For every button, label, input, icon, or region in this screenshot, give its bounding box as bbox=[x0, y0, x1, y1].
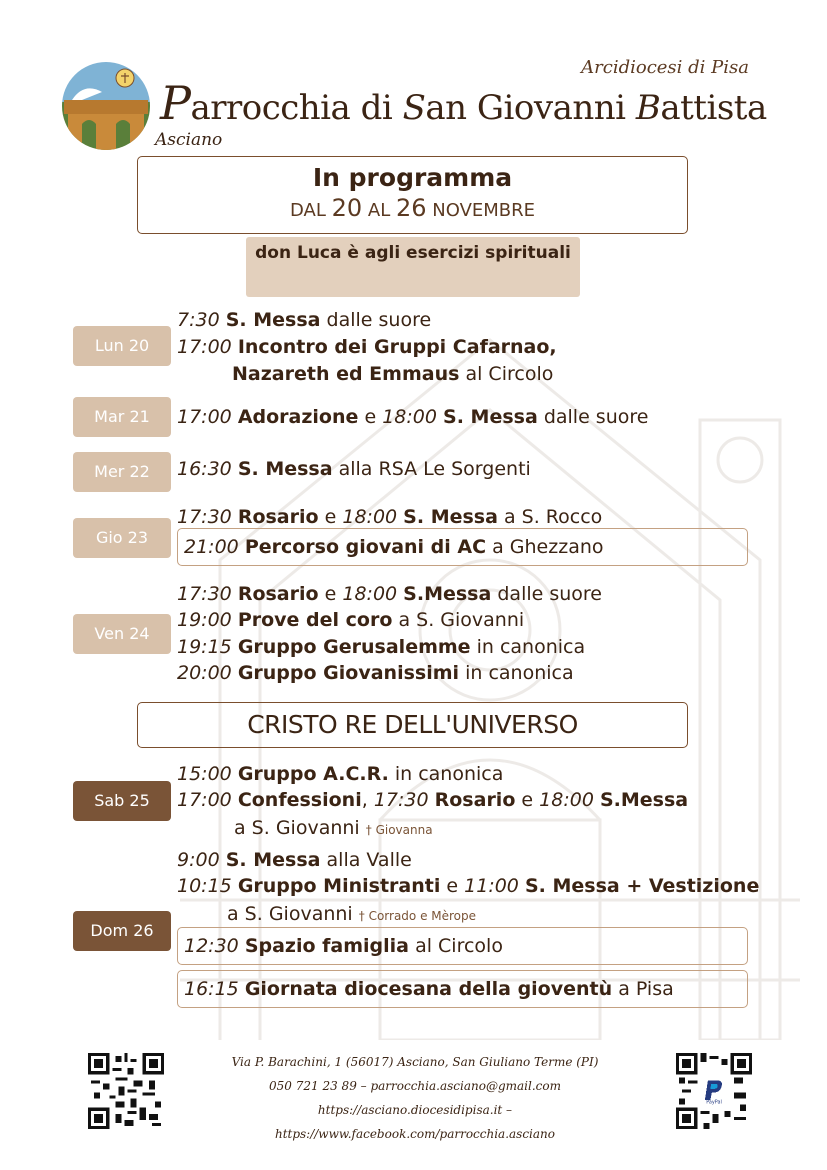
day-badge-mer: Mer 22 bbox=[73, 452, 171, 492]
parish-logo bbox=[62, 62, 150, 150]
parish-title: Parrocchia di San Giovanni Battista bbox=[160, 76, 767, 130]
event-line: 16:30 S. Messa alla RSA Le Sorgenti bbox=[177, 458, 531, 480]
event-box: 16:15 Giornata diocesana della gioventù a Pisa bbox=[177, 970, 748, 1008]
event-line: 17:30 Rosario e 18:00 S.Messa dalle suore bbox=[177, 583, 602, 605]
intention-note: † Giovanna bbox=[365, 823, 433, 837]
event-line: 20:00 Gruppo Giovanissimi in canonica bbox=[177, 662, 574, 684]
event-box: 12:30 Spazio famiglia al Circolo bbox=[177, 927, 748, 965]
paypal-qr-code[interactable] bbox=[676, 1053, 752, 1129]
event-line: 19:00 Prove del coro a S. Giovanni bbox=[177, 609, 525, 631]
day-badge-mar: Mar 21 bbox=[73, 397, 171, 437]
day-badge-lun: Lun 20 bbox=[73, 326, 171, 366]
town-label: Asciano bbox=[155, 130, 223, 150]
day-badge-sab: Sab 25 bbox=[73, 781, 171, 821]
diocese-label: Arcidiocesi di Pisa bbox=[581, 57, 749, 78]
footer-links[interactable]: https://asciano.diocesidipisa.it – https://www.facebook.com/parrocchia.asciano bbox=[274, 1103, 556, 1141]
event-box: 21:00 Percorso giovani di AC a Ghezzano bbox=[177, 528, 748, 566]
program-header bbox=[137, 156, 688, 234]
paypal-label: PayPal bbox=[706, 1099, 722, 1106]
event-line: 10:15 Gruppo Ministranti e 11:00 S. Messa + Vestizione bbox=[177, 875, 760, 897]
event-line: 17:00 Confessioni, 17:30 Rosario e 18:00 S.Messa bbox=[177, 789, 689, 811]
intention-note: † Corrado e Mèrope bbox=[358, 909, 477, 923]
footer-contacts bbox=[190, 1050, 640, 1146]
event-line: 7:30 S. Messa dalle suore bbox=[177, 309, 432, 331]
footer-address: Via P. Barachini, 1 (56017) Asciano, San Giuliano Terme (PI) bbox=[231, 1055, 599, 1069]
day-badge-dom: Dom 26 bbox=[73, 911, 171, 951]
event-line: 17:00 Adorazione e 18:00 S. Messa dalle suore bbox=[177, 406, 649, 428]
website-qr-code[interactable] bbox=[88, 1053, 164, 1129]
event-line: Nazareth ed Emmaus al Circolo bbox=[232, 363, 554, 385]
notice-banner: don Luca è agli esercizi spirituali bbox=[246, 237, 580, 297]
event-line: a S. Giovanni † Corrado e Mèrope bbox=[227, 903, 477, 925]
footer-phone-email[interactable]: 050 721 23 89 – parrocchia.asciano@gmail.com bbox=[269, 1079, 561, 1093]
program-dates: DAL 20 AL 26 NOVEMBRE bbox=[289, 194, 536, 222]
program-title: In programma bbox=[312, 163, 513, 192]
event-line: a S. Giovanni † Giovanna bbox=[234, 817, 433, 839]
event-line: 17:30 Rosario e 18:00 S. Messa a S. Rocco bbox=[177, 506, 603, 528]
day-badge-gio: Gio 23 bbox=[73, 518, 171, 558]
event-line: 19:15 Gruppo Gerusalemme in canonica bbox=[177, 636, 586, 658]
event-line: 15:00 Gruppo A.C.R. in canonica bbox=[177, 763, 504, 785]
day-badge-ven: Ven 24 bbox=[73, 614, 171, 654]
feast-title: CRISTO RE DELL'UNIVERSO bbox=[137, 702, 688, 748]
event-line: 17:00 Incontro dei Gruppi Cafarnao, bbox=[177, 336, 557, 358]
event-line: 9:00 S. Messa alla Valle bbox=[177, 849, 412, 871]
